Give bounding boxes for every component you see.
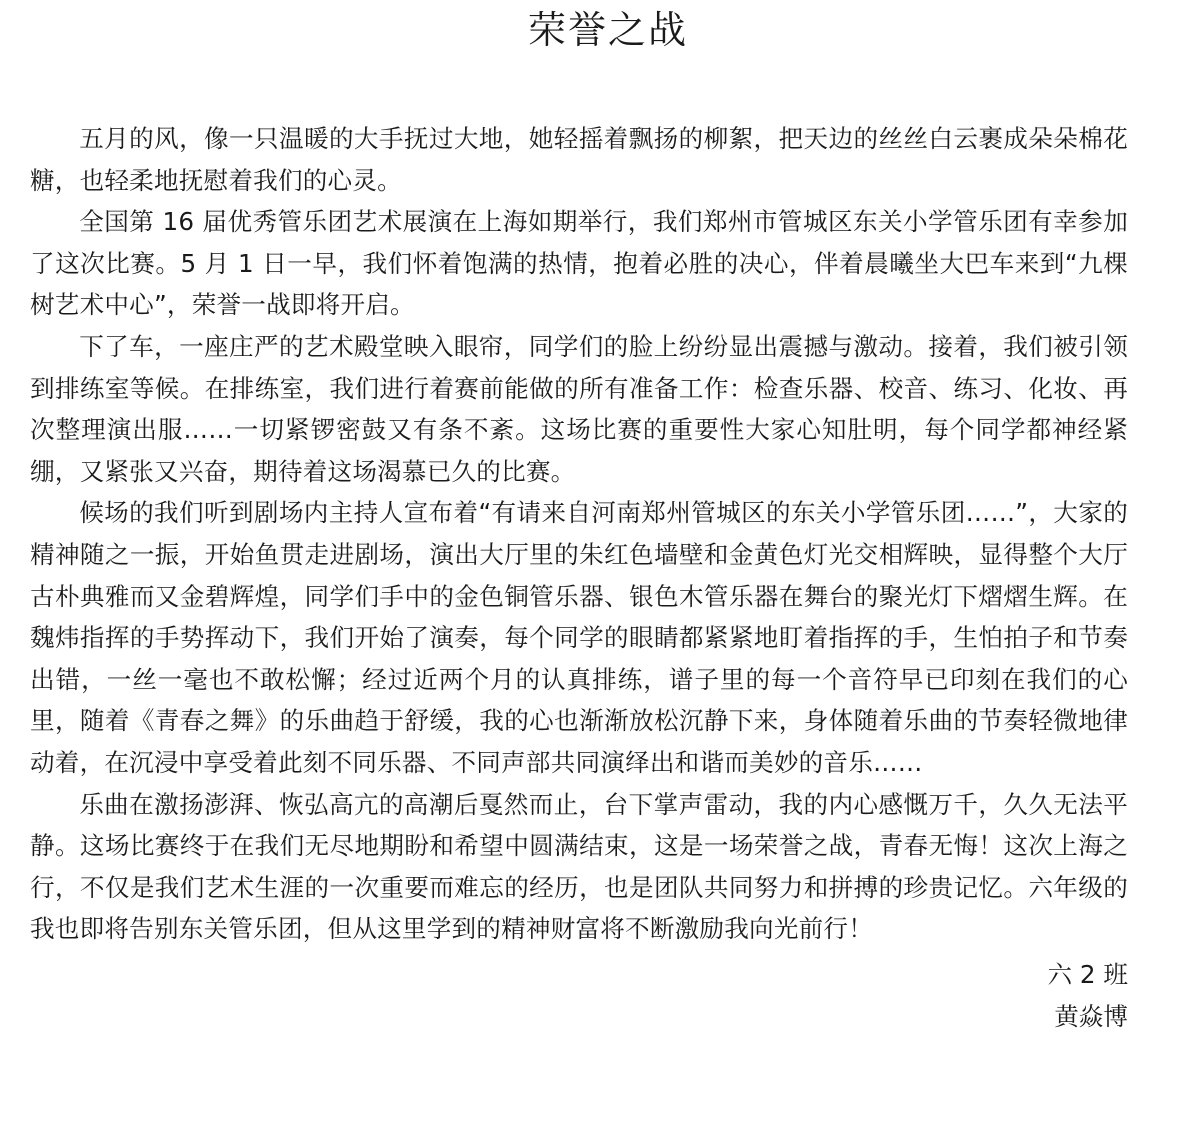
author-class: 六 2 班 <box>1047 959 1128 989</box>
paragraph-3: 下了车，一座庄严的艺术殿堂映入眼帘，同学们的脸上纷纷显出震撼与激动。接着，我们被引领到排练室等候。在排练室，我们进行着赛前能做的所有准备工作：检查乐器、校音、练习、化妆、再次整理演出服……一切紧锣密鼓又有条不紊。这场比赛的重要性大家心知肚明，每个同学都神经紧绷，又紧张又兴奋，期待着这场渴慕已久的比赛。 <box>30 331 1128 486</box>
paragraph-4: 候场的我们听到剧场内主持人宣布着“有请来自河南郑州管城区的东关小学管乐团……”，大家的精神随之一振，开始鱼贯走进剧场，演出大厅里的朱红色墙壁和金黄色灯光交相辉映，显得整个大厅古朴典雅而又金碧辉煌，同学们手中的金色铜管乐器、银色木管乐器在舞台的聚光灯下熠熠生辉。在魏炜指挥的手势挥动下，我们开始了演奏，每个同学的眼睛都紧紧地盯着指挥的手，生怕拍子和节奏出错，一丝一毫也不敢松懈；经过近两个月的认真排练，谱子里的每一个音符早已印刻在我们的心里，随着《青春之舞》的乐曲趋于舒缓，我的心也渐渐放松沉静下来，身体随着乐曲的节奏轻微地律动着，在沉浸中享受着此刻不同乐器、不同声部共同演绎出和谐而美妙的音乐…… <box>30 498 1128 777</box>
signature-block <box>30 954 1128 1038</box>
paragraph-1: 五月的风，像一只温暖的大手抚过大地，她轻摇着飘扬的柳絮，把天边的丝丝白云裹成朵朵棉花糖，也轻柔地抚慰着我们的心灵。 <box>30 124 1128 195</box>
essay-title: 荣誉之战 <box>527 8 688 52</box>
author-name: 黄焱博 <box>1054 1001 1128 1031</box>
essay-body <box>30 118 1128 950</box>
paragraph-2: 全国第 16 届优秀管乐团艺术展演在上海如期举行，我们郑州市管城区东关小学管乐团有幸参加了这次比赛。5 月 1 日一早，我们怀着饱满的热情，抱着必胜的决心，伴着晨曦坐大巴车来到“九棵树艺术中心”，荣誉一战即将开启。 <box>30 207 1128 320</box>
paragraph-5: 乐曲在激扬澎湃、恢弘高亢的高潮后戛然而止，台下掌声雷动，我的内心感慨万千，久久无法平静。这场比赛终于在我们无尽地期盼和希望中圆满结束，这是一场荣誉之战，青春无悔！这次上海之行，不仅是我们艺术生涯的一次重要而难忘的经历，也是团队共同努力和拼搏的珍贵记忆。六年级的我也即将告别东关管乐团，但从这里学到的精神财富将不断激励我向光前行！ <box>30 789 1128 944</box>
